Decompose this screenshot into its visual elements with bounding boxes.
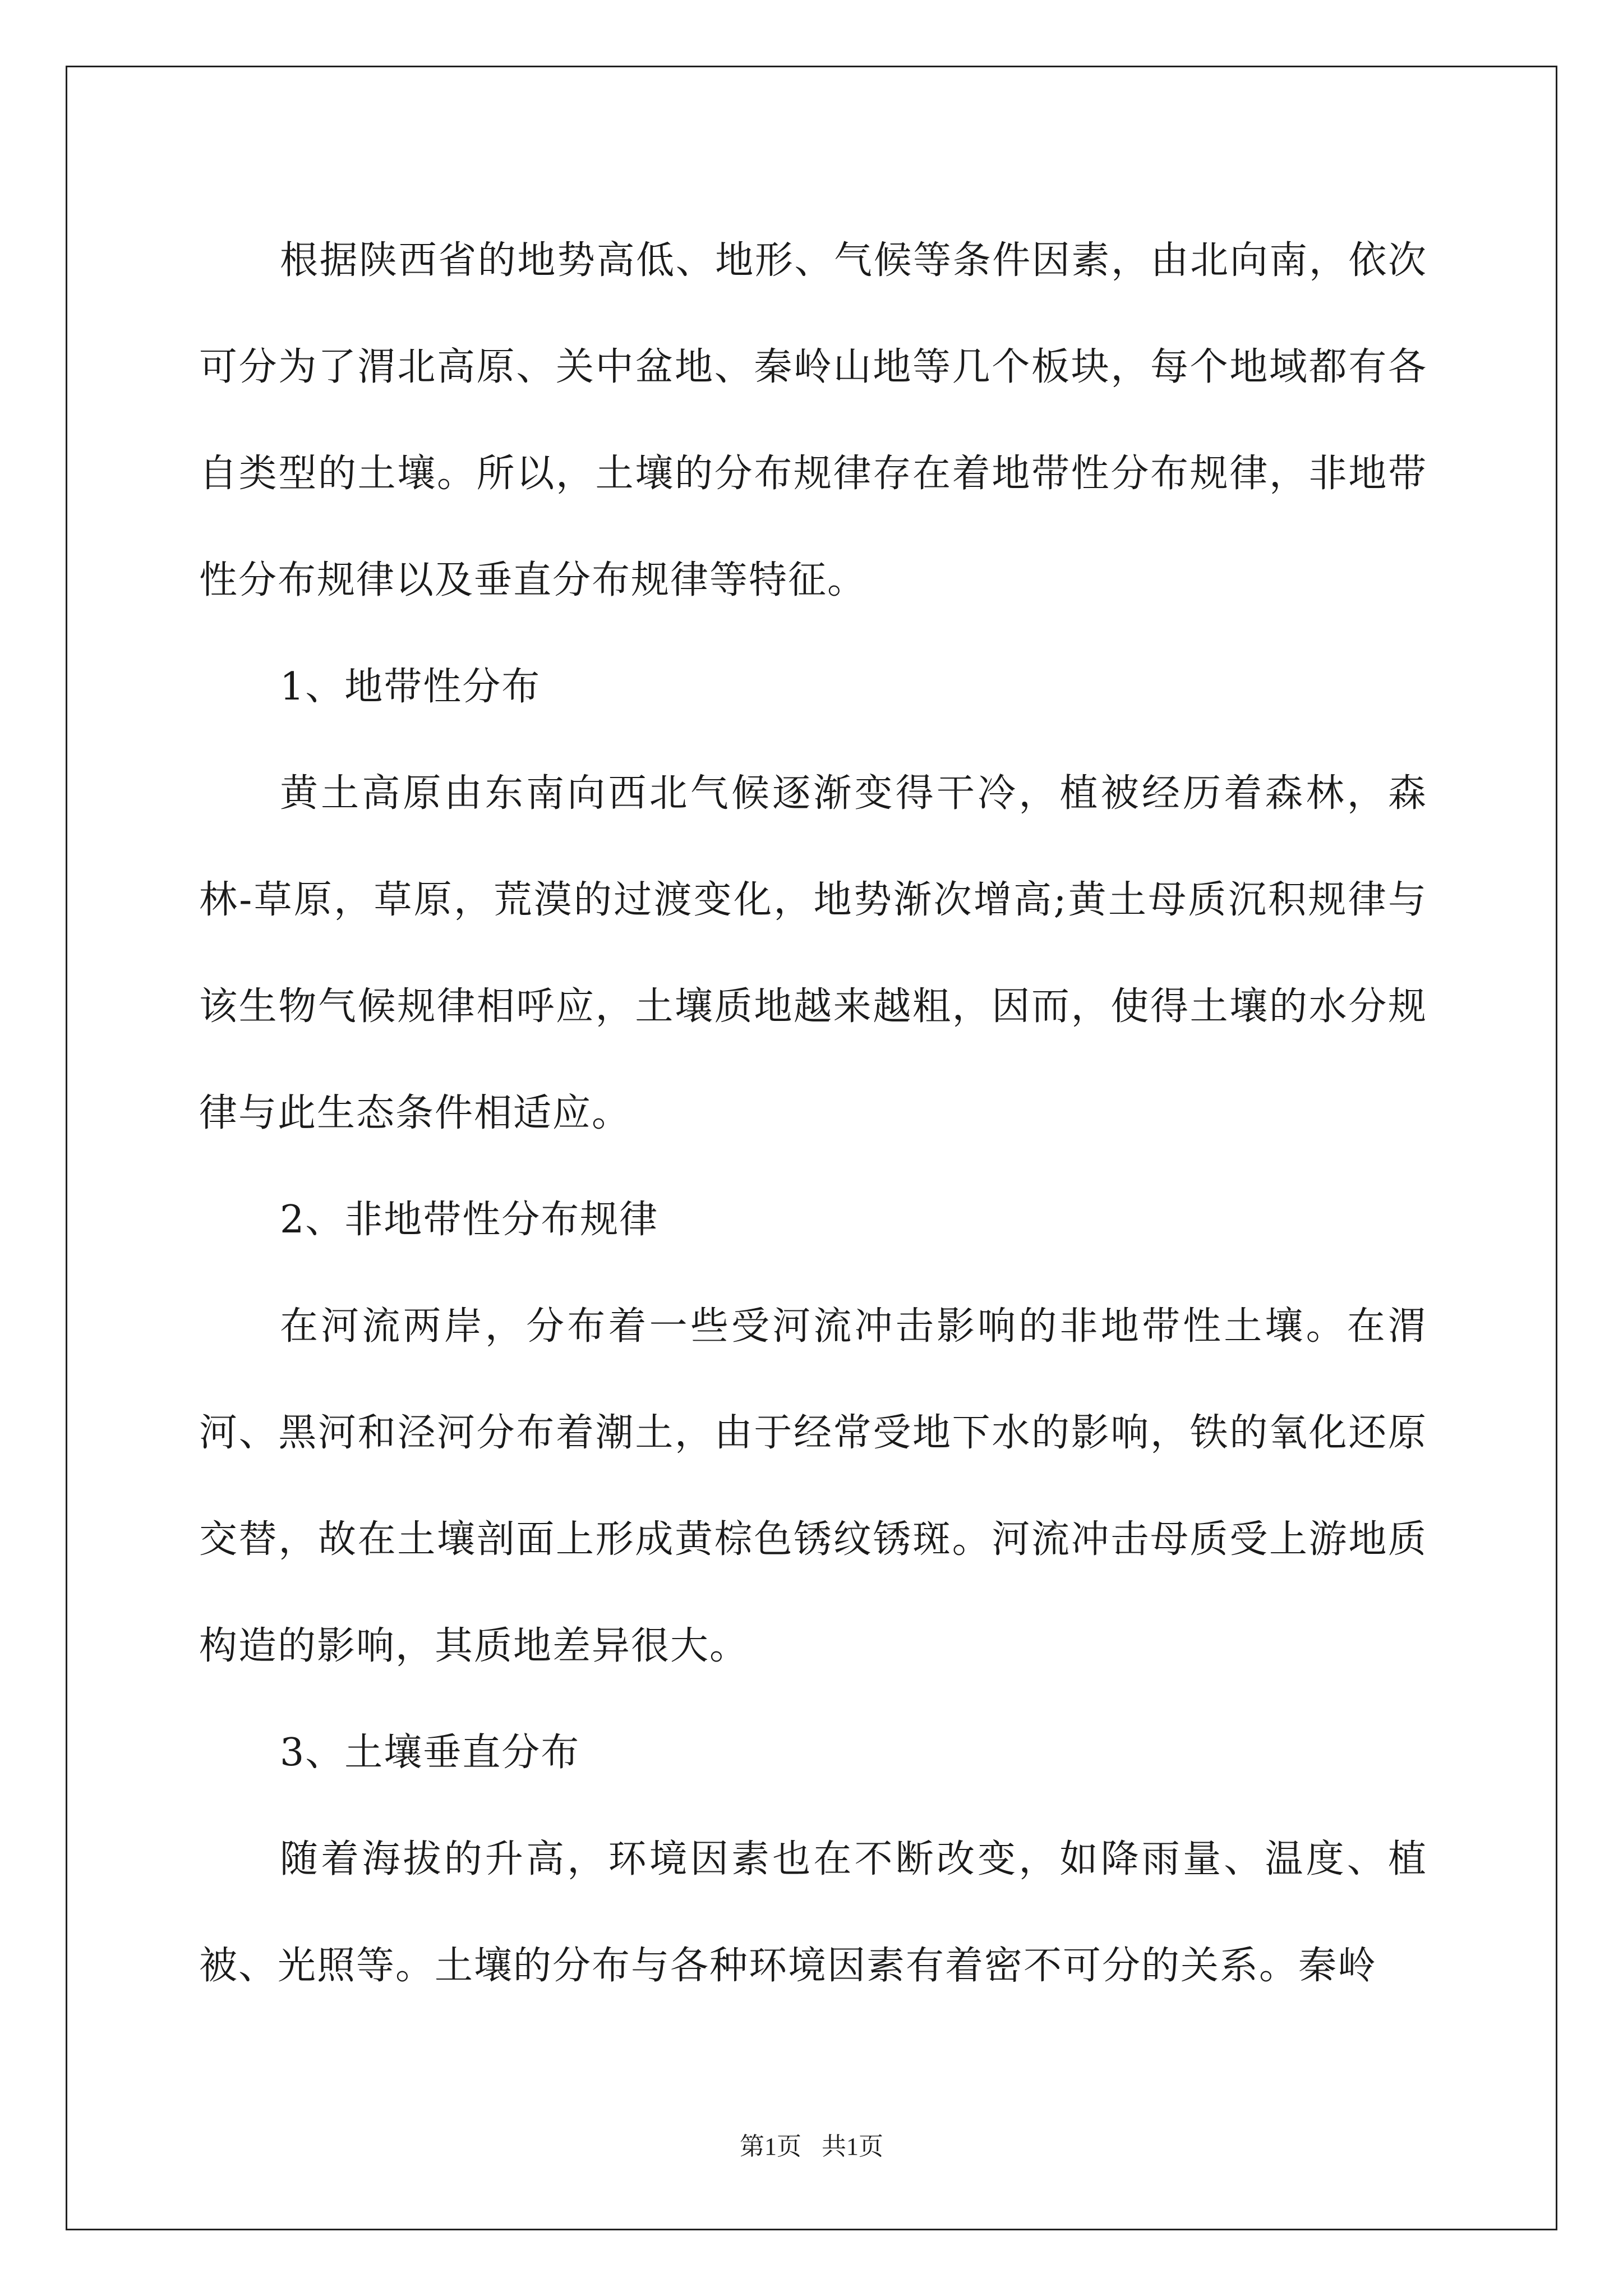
- page-number: 第1页: [740, 2133, 801, 2160]
- page-total: 共1页: [822, 2133, 883, 2160]
- section-heading-vertical: 3、土壤垂直分布: [280, 1731, 580, 1775]
- paragraph-azonal: 在河流两岸，分布着一些受河流冲击影响的非地带性土壤。在渭河、黑河和泾河分布着潮土，由于经常受地下水的影响，铁的氧化还原交替，故在土壤剖面上形成黄棕色锈纹锈斑。河流冲击母质受上游地质构造的影响，其质地差异很大。: [199, 1304, 1427, 1668]
- section-heading-azonal: 2、非地带性分布规律: [280, 1198, 659, 1242]
- document-body: [199, 208, 1427, 2019]
- paragraph-vertical: 随着海拔的升高，环境因素也在不断改变，如降雨量、温度、植被、光照等。土壤的分布与各种环境因素有着密不可分的关系。秦岭: [199, 1837, 1427, 1988]
- page-footer: [0, 2126, 1623, 2162]
- paragraph-intro: 根据陕西省的地势高低、地形、气候等条件因素，由北向南，依次可分为了渭北高原、关中盆地、秦岭山地等几个板块，每个地域都有各自类型的土壤。所以，土壤的分布规律存在着地带性分布规律，非地带性分布规律以及垂直分布规律等特征。: [199, 238, 1427, 602]
- section-heading-zonal: 1、地带性分布: [280, 665, 541, 709]
- paragraph-zonal: 黄土高原由东南向西北气候逐渐变得干冷，植被经历着森林，森林-草原，草原，荒漠的过渡变化，地势渐次增高;黄土母质沉积规律与该生物气候规律相呼应，土壤质地越来越粗，因而，使得土壤的水分规律与此生态条件相适应。: [199, 771, 1427, 1135]
